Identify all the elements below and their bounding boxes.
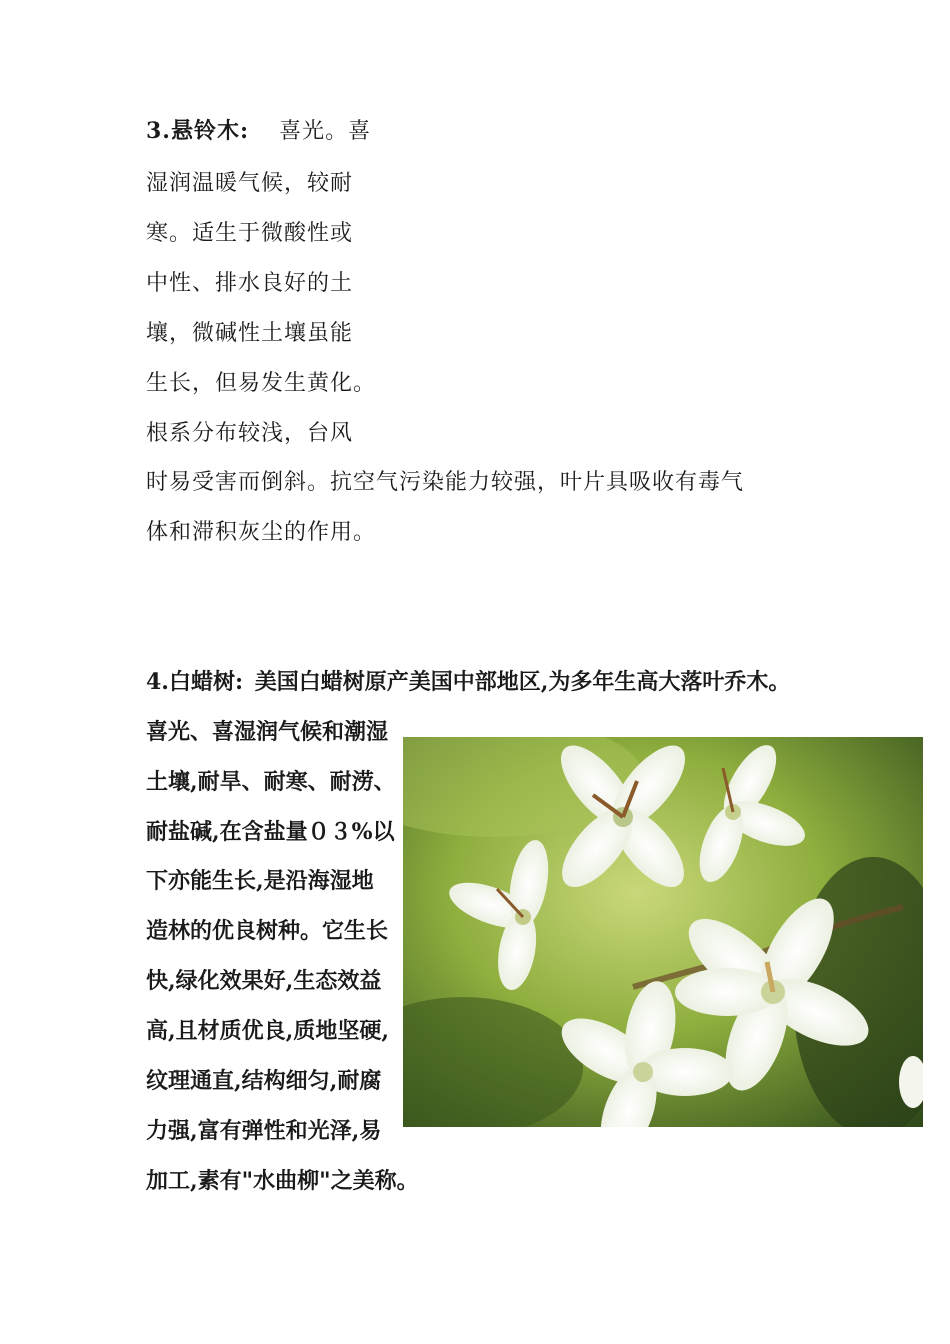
section3-line-5: 生长，但易发生黄化。 [146, 371, 377, 396]
section4-line-0: 喜光、喜湿润气候和潮湿 [146, 719, 389, 745]
section3-line-8: 体和滞积灰尘的作用。 [146, 520, 377, 545]
section3-line-6: 根系分布较浅，台风 [146, 421, 354, 446]
section4-line-7: 纹理通直,结构细匀,耐腐 [146, 1068, 382, 1094]
section4-line-6: 高,且材质优良,质地坚硬, [146, 1018, 389, 1044]
section4-first-line [146, 669, 790, 695]
section4-line-3: 下亦能生长,是沿海湿地 [146, 868, 374, 894]
section3-line-0: 喜光。喜 [279, 119, 372, 144]
section4-heading: 4.白蜡树: [146, 669, 244, 695]
section3-heading: 3.悬铃木: [146, 118, 250, 144]
section4-line-1: 土壤,耐旱、耐寒、耐涝、 [146, 769, 396, 795]
section3-line-3: 中性、排水良好的土 [146, 271, 354, 296]
section3-line-2: 寒。适生于微酸性或 [146, 221, 354, 246]
section4-line-8: 力强,富有弹性和光泽,易 [146, 1118, 382, 1144]
section3-first-line [146, 118, 371, 145]
section3-line-7: 时易受害而倒斜。抗空气污染能力较强，叶片具吸收有毒气 [146, 470, 745, 495]
section4-intro: 美国白蜡树原产美国中部地区,为多年生高大落叶乔木。 [254, 669, 791, 695]
section3-line-4: 壤，微碱性土壤虽能 [146, 321, 354, 346]
section3-line-1: 湿润温暖气候，较耐 [146, 171, 354, 196]
white-blossom-photo [403, 737, 923, 1127]
section4-line-4: 造林的优良树种。它生长 [146, 918, 389, 944]
section4-line-2: 耐盐碱,在含盐量０３%以 [146, 819, 395, 845]
section4-line-5: 快,绿化效果好,生态效益 [146, 968, 382, 994]
section4-line-9: 加工,素有"水曲柳"之美称。 [146, 1168, 419, 1194]
